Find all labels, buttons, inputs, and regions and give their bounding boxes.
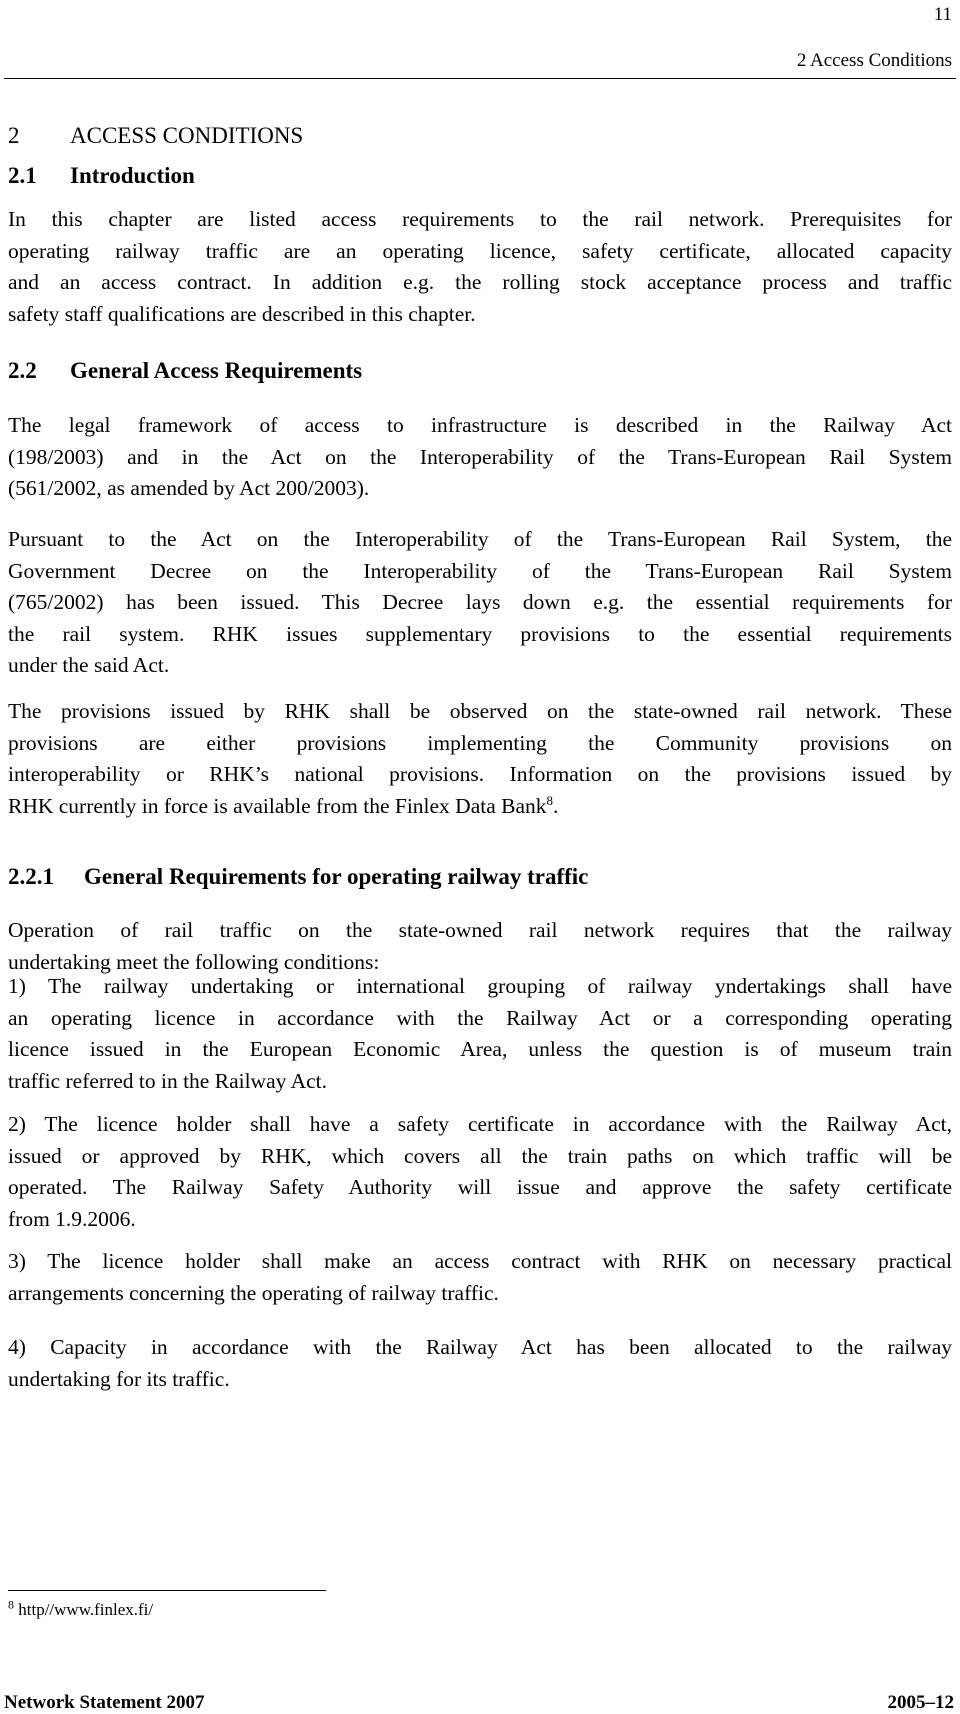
footnote-link[interactable]: http//www.finlex.fi/: [18, 1600, 154, 1619]
chapter-title: ACCESS CONDITIONS: [70, 123, 304, 148]
text-line: safety staff qualifications are described in this chapter.: [8, 301, 476, 326]
text-line: arrangements concerning the operating of railway traffic.: [8, 1280, 499, 1305]
text-line: 4) Capacity in accordance with the Railway Act has been allocated to the railway: [8, 1335, 952, 1359]
text-line: [8, 791, 952, 823]
operation-intro-paragraph: [8, 915, 952, 978]
condition-4: [8, 1332, 952, 1395]
footnote-reference[interactable]: 8: [546, 792, 554, 808]
footer-title: Network Statement 2007: [4, 1692, 205, 1713]
text-line: 1) The railway undertaking or international grouping of railway yndertakings shall have: [8, 974, 952, 998]
text-line: licence issued in the European Economic Area, unless the question is of museum train: [8, 1037, 952, 1061]
section-2-1-number: 2.1: [8, 163, 37, 188]
chapter-number: 2: [8, 123, 20, 148]
footnote: [8, 1597, 154, 1620]
text-line: under the said Act.: [8, 653, 170, 677]
text-line: (765/2002) has been issued. This Decree lays down e.g. the essential requirements for: [8, 590, 952, 614]
condition-3: [8, 1246, 952, 1309]
text-line: an operating licence in accordance with the Railway Act or a corresponding operating: [8, 1005, 952, 1030]
provisions-paragraph: [8, 696, 952, 822]
section-2-1-title: Introduction: [70, 163, 195, 188]
text-line: operating railway traffic are an operating licence, safety certificate, allocated capacity: [8, 238, 952, 263]
header-rule: [4, 78, 956, 79]
text-line: The provisions issued by RHK shall be observed on the state-owned rail network. These: [8, 699, 952, 723]
footnote-separator: [8, 1590, 326, 1591]
text-line: the rail system. RHK issues supplementary provisions to the essential requirements: [8, 621, 952, 646]
text-segment: RHK currently in force is available from the Finlex Data Bank: [8, 793, 547, 818]
section-2-2-1-title: General Requirements for operating railway traffic: [84, 864, 589, 889]
text-line: undertaking for its traffic.: [8, 1366, 230, 1391]
text-line: provisions are either provisions implementing the Community provisions on: [8, 730, 952, 755]
text-line: traffic referred to in the Railway Act.: [8, 1068, 327, 1093]
text-line: issued or approved by RHK, which covers all the train paths on which traffic will be: [8, 1143, 952, 1168]
text-line: from 1.9.2006.: [8, 1206, 136, 1231]
section-2-2-heading: [8, 358, 362, 384]
section-2-2-1-number: 2.2.1: [8, 864, 54, 889]
text-line: Pursuant to the Act on the Interoperability of the Trans-European Rail System, the: [8, 527, 952, 551]
condition-2: [8, 1109, 952, 1235]
section-2-2-number: 2.2: [8, 358, 37, 383]
text-line: In this chapter are listed access requirements to the rail network. Prerequisites for: [8, 207, 952, 231]
text-line: Government Decree on the Interoperability of the Trans-European Rail System: [8, 558, 952, 583]
interoperability-paragraph: [8, 524, 952, 682]
text-line: (198/2003) and in the Act on the Interoperability of the Trans-European Rail System: [8, 444, 952, 469]
condition-1: [8, 971, 952, 1097]
text-line: undertaking meet the following conditions:: [8, 949, 380, 974]
intro-paragraph: [8, 204, 952, 330]
section-2-1-heading: [8, 163, 195, 189]
running-header: 2 Access Conditions: [796, 50, 952, 71]
text-line: The legal framework of access to infrastructure is described in the Railway Act: [8, 413, 952, 437]
page-number: 11: [933, 4, 952, 25]
text-line: and an access contract. In addition e.g. the rolling stock acceptance process and traffic: [8, 270, 952, 294]
text-line: Operation of rail traffic on the state-owned rail network requires that the railway: [8, 918, 952, 942]
text-line: 2) The licence holder shall have a safety certificate in accordance with the Railway Act,: [8, 1112, 952, 1136]
text-line: interoperability or RHK’s national provisions. Information on the provisions issued by: [8, 762, 952, 786]
section-2-2-title: General Access Requirements: [70, 358, 363, 383]
footer-date: 2005–12: [887, 1692, 954, 1713]
text-line: operated. The Railway Safety Authority will issue and approve the safety certificate: [8, 1175, 952, 1199]
footnote-marker: 8: [8, 1597, 14, 1612]
text-line: (561/2002, as amended by Act 200/2003).: [8, 476, 370, 500]
chapter-heading: [8, 123, 303, 149]
legal-framework-paragraph: [8, 410, 952, 505]
section-2-2-1-heading: [8, 864, 588, 890]
text-line: 3) The licence holder shall make an access contract with RHK on necessary practical: [8, 1249, 952, 1273]
text-segment: .: [553, 793, 559, 818]
